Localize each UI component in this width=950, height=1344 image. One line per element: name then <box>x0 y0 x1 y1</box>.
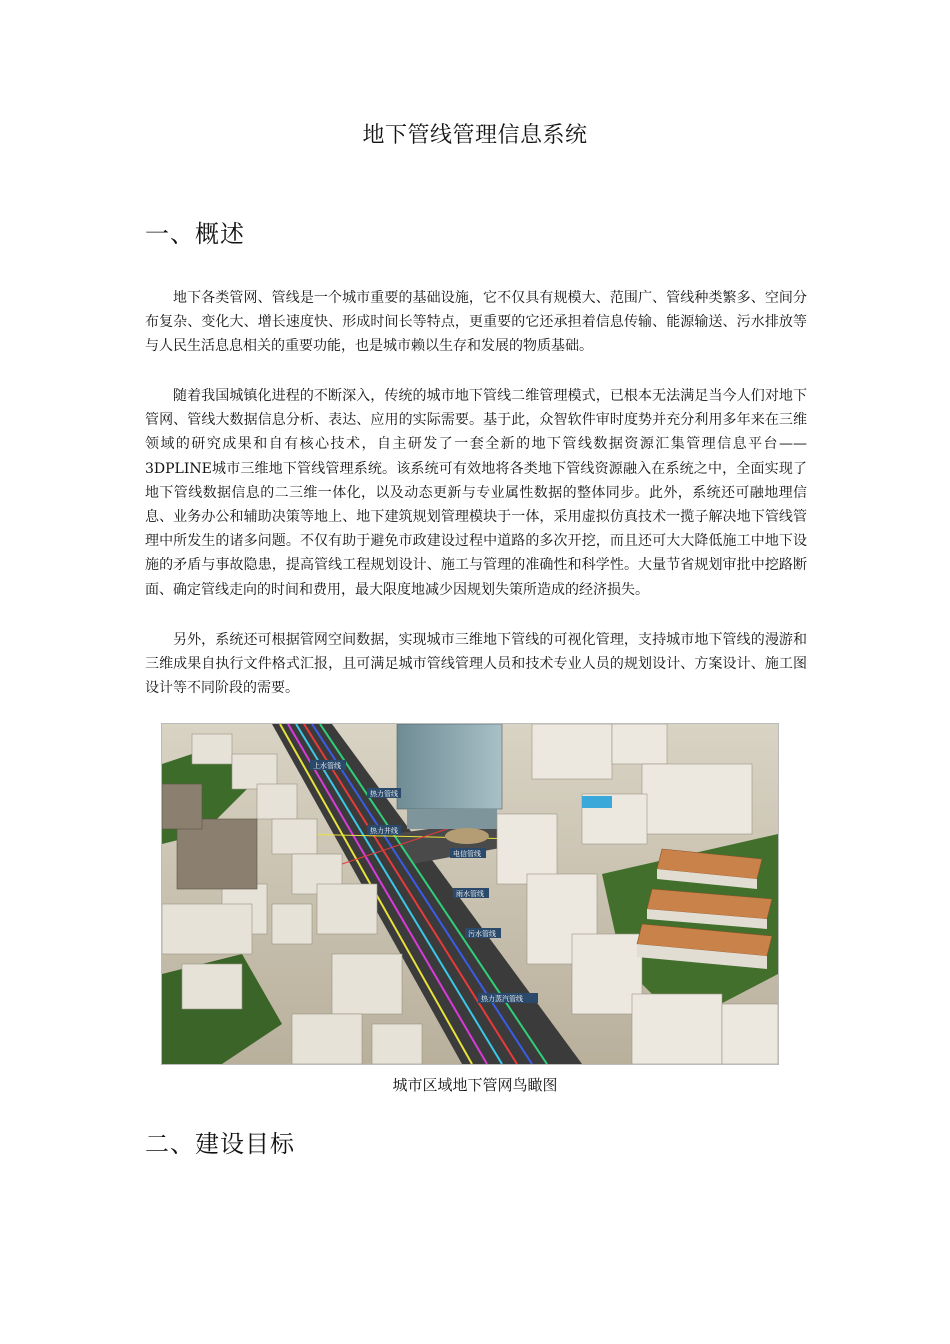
paragraph-background: 随着我国城镇化进程的不断深入，传统的城市地下管线二维管理模式，已根本无法满足当今人们对地下管网、管线大数据信息分析、表达、应用的实际需要。基于此，众智软件审时度势并充分利用多年来在三维领域的研究成果和自有核心技术，自主研发了一套全新的地下管线数据资源汇集管理信息平台——3DPLINE城市三维地下管线管理系统。该系统可有效地将各类地下管线资源融入在系统之中，全面实现了地下管线数据信息的二三维一体化，以及动态更新与专业属性数据的整体同步。此外，系统还可融地理信息、业务办公和辅助决策等地上、地下建筑规划管理模块于一体，采用虚拟仿真技术一揽子解决地下管线管理中所发生的诸多问题。不仅有助于避免市政建设过程中道路的多次开挖，而且还可大大降低施工中地下设施的矛盾与事故隐患，提高管线工程规划设计、施工与管理的准确性和科学性。大量节省规划审批中挖路断面、确定管线走向的时间和费用，最大限度地减少因规划失策所造成的经济损失。 <box>145 388 807 598</box>
paragraph-intro: 地下各类管网、管线是一个城市重要的基础设施，它不仅具有规模大、范围广、管线种类繁多、空间分布复杂、变化大、增长速度快、形成时间长等特点，更重要的它还承担着信息传输、能源输送、污水排放等与人民生活息息相关的重要功能，也是城市赖以生存和发展的物质基础。 <box>145 290 807 355</box>
pipe-label-sewage: 污水管线 <box>468 930 496 938</box>
figure-caption: 城市区域地下管网鸟瞰图 <box>392 1076 558 1094</box>
pipe-label-water-supply: 上水管线 <box>313 762 341 770</box>
section-heading-overview: 一、概述 <box>145 220 245 248</box>
document-title: 地下管线管理信息系统 <box>362 123 588 148</box>
pipe-label-rainwater: 雨水管线 <box>456 890 484 898</box>
city-pipeline-aerial-image <box>161 723 779 1065</box>
paragraph-visualization: 另外，系统还可根据管网空间数据，实现城市三维地下管线的可视化管理，支持城市地下管线的漫游和三维成果自执行文件格式汇报，且可满足城市管线管理人员和技术专业人员的规划设计、方案设计、施工图设计等不同阶段的需要。 <box>145 632 807 697</box>
pipe-label-heat: 热力管线 <box>370 790 398 798</box>
section-heading-goals: 二、建设目标 <box>145 1130 295 1158</box>
pipe-label-steam: 热力蒸汽管线 <box>481 995 523 1003</box>
pipe-label-heat-well: 热力井线 <box>370 827 398 835</box>
pipe-label-telecom: 电信管线 <box>453 850 481 858</box>
